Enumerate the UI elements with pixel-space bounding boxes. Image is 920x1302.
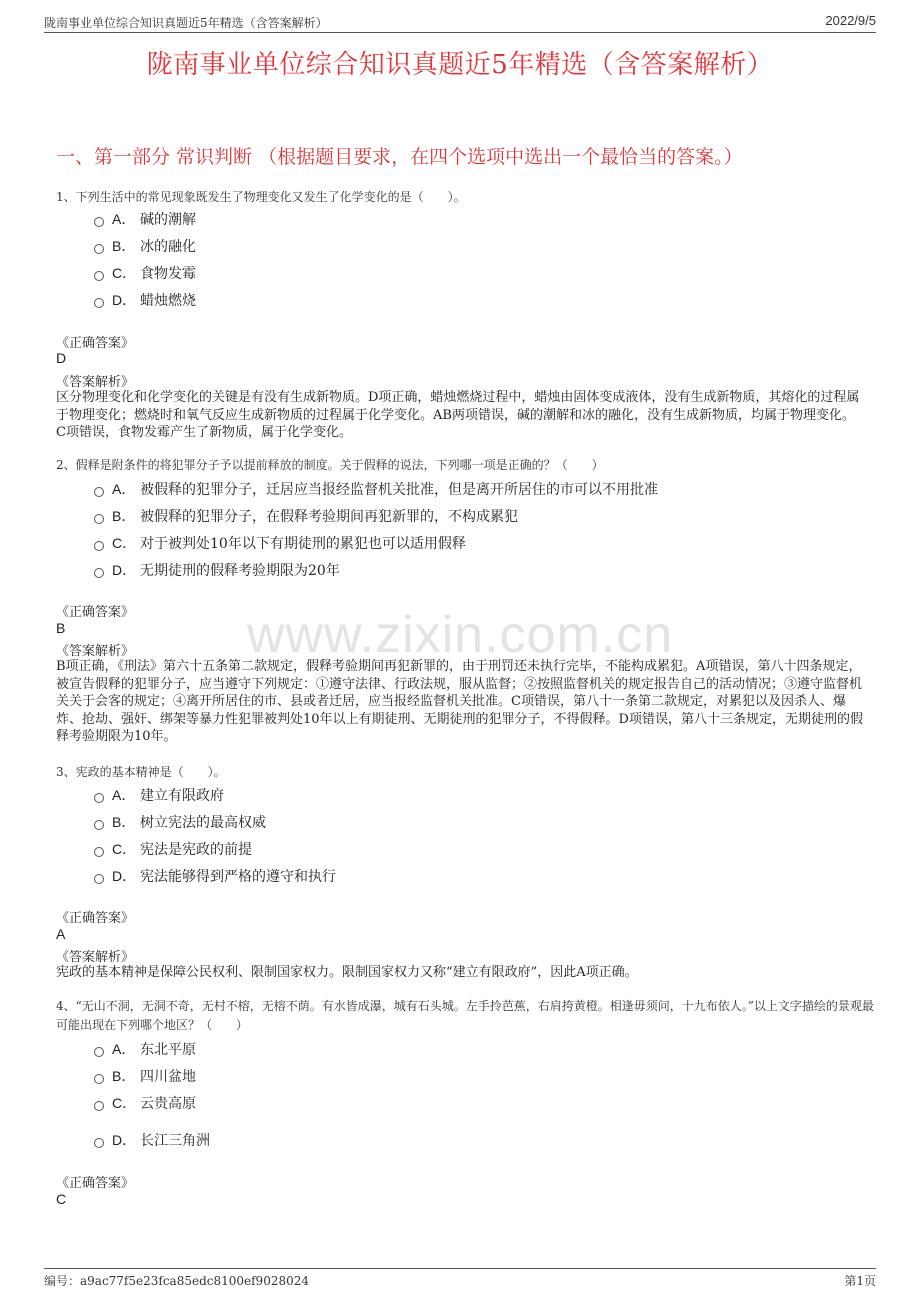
radio-icon[interactable] bbox=[94, 298, 104, 308]
radio-icon[interactable] bbox=[94, 1101, 104, 1111]
question-1-stem: 1、下列生活中的常见现象既发生了物理变化又发生了化学变化的是（ ）。 bbox=[56, 190, 466, 204]
option-text: 云贵高原 bbox=[140, 1096, 196, 1112]
question-4-option-a[interactable] bbox=[94, 1039, 196, 1059]
option-letter: C． bbox=[112, 1095, 137, 1111]
option-text: 树立宪法的最高权威 bbox=[140, 815, 266, 831]
radio-icon[interactable] bbox=[94, 1047, 104, 1057]
question-3-analysis: 宪政的基本精神是保障公民权利、限制国家权力。限制国家权力又称“建立有限政府”，因此A项正确。 bbox=[56, 965, 638, 980]
question-1-option-a[interactable] bbox=[94, 209, 196, 229]
question-1-analysis-label: 《答案解析》 bbox=[56, 375, 135, 390]
option-text: 四川盆地 bbox=[140, 1069, 196, 1085]
option-letter: B． bbox=[112, 814, 136, 830]
option-letter: B． bbox=[112, 238, 136, 254]
option-text: 碱的潮解 bbox=[140, 212, 196, 228]
radio-icon[interactable] bbox=[94, 1074, 104, 1084]
question-2-answer-label: 《正确答案》 bbox=[56, 605, 135, 620]
option-letter: D． bbox=[112, 1132, 137, 1148]
question-3-stem: 3、宪政的基本精神是（ ）。 bbox=[56, 765, 226, 779]
question-4-answer: C bbox=[56, 1191, 67, 1207]
option-letter: A． bbox=[112, 1041, 136, 1057]
question-3-analysis-label: 《答案解析》 bbox=[56, 950, 135, 965]
page-header-date: 2022/9/5 bbox=[825, 13, 876, 28]
radio-icon[interactable] bbox=[94, 874, 104, 884]
question-2-analysis-label: 《答案解析》 bbox=[56, 644, 135, 659]
footer-divider bbox=[44, 1268, 876, 1269]
option-text: 宪法是宪政的前提 bbox=[140, 842, 252, 858]
question-4-option-b[interactable] bbox=[94, 1066, 196, 1086]
option-letter: D． bbox=[112, 868, 137, 884]
option-letter: C． bbox=[112, 535, 137, 551]
document-title: 陇南事业单位综合知识真题近5年精选（含答案解析） bbox=[146, 50, 774, 80]
radio-icon[interactable] bbox=[94, 820, 104, 830]
document-id: 编号：a9ac77f5e23fca85edc8100ef9028024 bbox=[44, 1274, 309, 1288]
option-text: 对于被判处10年以下有期徒刑的累犯也可以适用假释 bbox=[140, 536, 466, 552]
header-divider bbox=[44, 32, 876, 33]
question-2-option-d[interactable] bbox=[94, 560, 340, 580]
question-2-analysis: B项正确，《刑法》第六十五条第二款规定，假释考验期间再犯新罪的，由于刑罚还未执行完毕，不能构成累犯。A项错误，第八十四条规定，被宣告假释的犯罪分子，应当遵守下列规定：①遵守法律、行政法规，服从监督；②按照监督机关的规定报告自己的活动情况；③遵守监督机关关于会客的规定；④离开所居住的市、县或者迁居，应当报经监督机关批准。C项错误，第八十一条第二款规定，对累犯以及因杀人、爆炸、抢劫、强奸、绑架等暴力性犯罪被判处10年以上有期徒刑、无期徒刑的犯罪分子，不得假释。D项错误，第八十三条规定，无期徒刑的假释考验期限为10年。 bbox=[56, 659, 863, 744]
option-letter: A． bbox=[112, 787, 136, 803]
option-letter: A． bbox=[112, 481, 136, 497]
option-text: 被假释的犯罪分子，在假释考验期间再犯新罪的，不构成累犯 bbox=[140, 509, 518, 525]
radio-icon[interactable] bbox=[94, 1138, 104, 1148]
question-1-answer-label: 《正确答案》 bbox=[56, 336, 135, 351]
option-letter: A． bbox=[112, 211, 136, 227]
option-text: 冰的融化 bbox=[140, 239, 196, 255]
radio-icon[interactable] bbox=[94, 568, 104, 578]
question-1-answer: D bbox=[56, 350, 67, 366]
question-2-stem: 2、假释是附条件的将犯罪分子予以提前释放的制度。关于假释的说法，下列哪一项是正确的？（ ） bbox=[56, 458, 604, 472]
option-text: 被假释的犯罪分子，迁居应当报经监督机关批准，但是离开所居住的市可以不用批准 bbox=[140, 482, 658, 498]
radio-icon[interactable] bbox=[94, 793, 104, 803]
option-text: 建立有限政府 bbox=[140, 788, 224, 804]
question-4-answer-label: 《正确答案》 bbox=[56, 1176, 135, 1191]
question-1-option-c[interactable] bbox=[94, 263, 196, 283]
question-4-stem: 4、“无山不洞，无洞不奇，无村不榕，无榕不荫。有水皆成瀑，城有石头城。左手拎芭蕉，右肩挎黄橙。相逢毋须问，十九布依人。”以上文字描绘的景观最可能出现在下列哪个地区？（ ） bbox=[56, 999, 874, 1032]
question-2-option-c[interactable] bbox=[94, 533, 466, 553]
radio-icon[interactable] bbox=[94, 487, 104, 497]
radio-icon[interactable] bbox=[94, 244, 104, 254]
question-3-option-c[interactable] bbox=[94, 839, 252, 859]
option-text: 蜡烛燃烧 bbox=[140, 293, 196, 309]
watermark: www.zixin.com.cn bbox=[246, 606, 674, 664]
radio-icon[interactable] bbox=[94, 514, 104, 524]
radio-icon[interactable] bbox=[94, 847, 104, 857]
question-4-option-c[interactable] bbox=[94, 1093, 196, 1113]
option-text: 宪法能够得到严格的遵守和执行 bbox=[140, 869, 336, 885]
option-letter: D． bbox=[112, 292, 137, 308]
question-1-option-d[interactable] bbox=[94, 290, 196, 310]
option-text: 东北平原 bbox=[140, 1042, 196, 1058]
option-letter: C． bbox=[112, 841, 137, 857]
question-3-answer: A bbox=[56, 926, 66, 942]
radio-icon[interactable] bbox=[94, 541, 104, 551]
question-3-option-a[interactable] bbox=[94, 785, 224, 805]
option-letter: B． bbox=[112, 1068, 136, 1084]
page-number: 第1页 bbox=[844, 1274, 876, 1288]
radio-icon[interactable] bbox=[94, 271, 104, 281]
option-text: 无期徒刑的假释考验期限为20年 bbox=[140, 563, 340, 579]
question-2-answer: B bbox=[56, 620, 66, 636]
option-letter: C． bbox=[112, 265, 137, 281]
question-3-option-b[interactable] bbox=[94, 812, 266, 832]
option-text: 食物发霉 bbox=[140, 266, 196, 282]
question-1-option-b[interactable] bbox=[94, 236, 196, 256]
question-1-analysis: 区分物理变化和化学变化的关键是有没有生成新物质。D项正确，蜡烛燃烧过程中，蜡烛由固体变成液体，没有生成新物质，其熔化的过程属于物理变化；燃烧时和氧气反应生成新物质的过程属于化学变化。AB两项错误，碱的潮解和冰的融化，没有生成新物质，均属于物理变化。C项错误，食物发霉产生了新物质，属于化学变化。 bbox=[56, 390, 860, 440]
section-heading: 一、第一部分 常识判断 （根据题目要求，在四个选项中选出一个最恰当的答案。） bbox=[56, 146, 743, 168]
question-4-option-d[interactable] bbox=[94, 1130, 210, 1150]
question-2-option-b[interactable] bbox=[94, 506, 518, 526]
option-letter: D． bbox=[112, 562, 137, 578]
question-2-option-a[interactable] bbox=[94, 479, 658, 499]
page-header-title: 陇南事业单位综合知识真题近5年精选（含答案解析） bbox=[44, 16, 328, 30]
question-3-answer-label: 《正确答案》 bbox=[56, 911, 135, 926]
radio-icon[interactable] bbox=[94, 217, 104, 227]
question-3-option-d[interactable] bbox=[94, 866, 336, 886]
option-letter: B． bbox=[112, 508, 136, 524]
option-text: 长江三角洲 bbox=[140, 1133, 210, 1149]
